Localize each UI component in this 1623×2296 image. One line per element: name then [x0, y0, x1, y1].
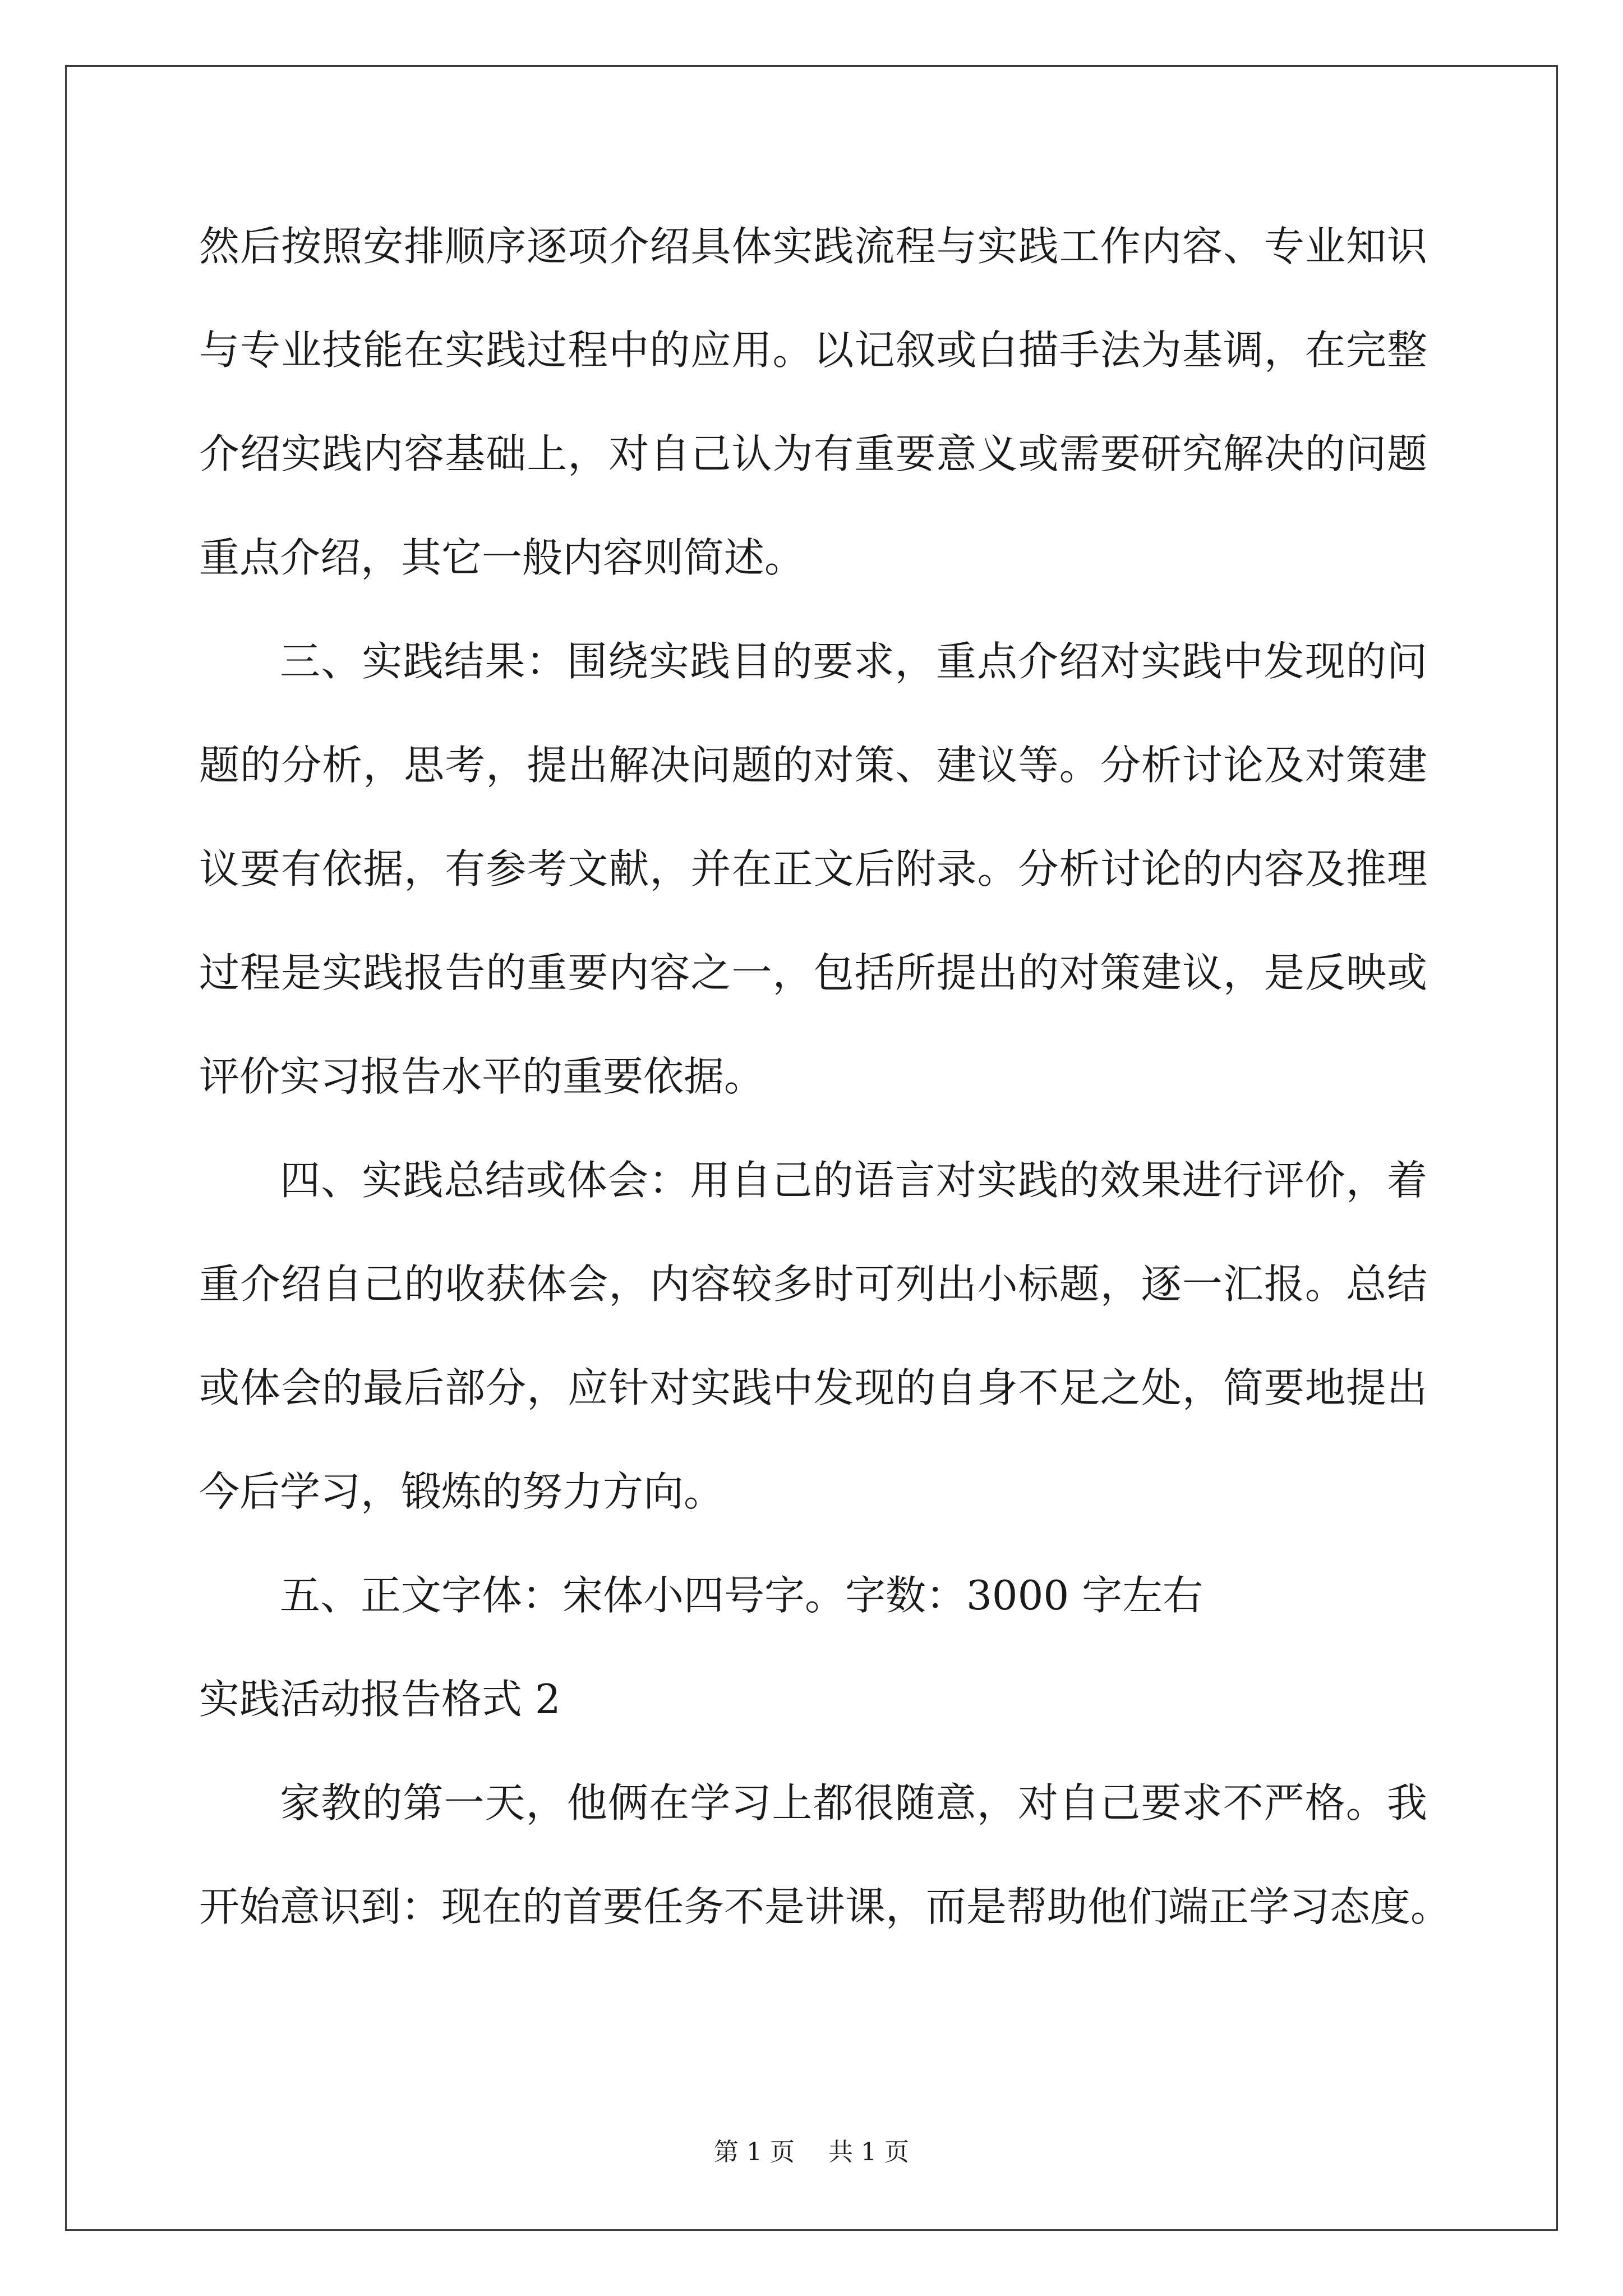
text-line: 评价实习报告水平的重要依据。 [199, 1053, 765, 1100]
text-line: 开始意识到：现在的首要任务不是讲课，而是帮助他们端正学习态度。 [199, 1883, 1451, 1930]
paragraph-heading-results: 三、实践结果：围绕实践目的要求，重点介绍对实践中发现的问 [280, 638, 1427, 685]
text-line: 然后按照安排顺序逐项介绍具体实践流程与实践工作内容、专业知识 [199, 223, 1427, 270]
text-line: 重介绍自己的收获体会，内容较多时可列出小标题，逐一汇报。总结 [199, 1260, 1427, 1308]
text-line: 与专业技能在实践过程中的应用。以记叙或白描手法为基调，在完整 [199, 326, 1427, 374]
text-line: 议要有依据，有参考文献，并在正文后附录。分析讨论的内容及推理 [199, 845, 1427, 892]
paragraph-heading-summary: 四、实践总结或体会：用自己的语言对实践的效果进行评价，着 [280, 1157, 1427, 1204]
page-footer [0, 2132, 1623, 2168]
text-line: 今后学习，锻炼的努力方向。 [199, 1468, 725, 1515]
text-line: 题的分析，思考，提出解决问题的对策、建议等。分析讨论及对策建 [199, 742, 1427, 789]
text-line: 或体会的最后部分，应针对实践中发现的自身不足之处，简要地提出 [199, 1364, 1427, 1411]
paragraph-heading-font: 五、正文字体：宋体小四号字。字数：3000 字左右 [280, 1572, 1204, 1619]
text-line: 介绍实践内容基础上，对自己认为有重要意义或需要研究解决的问题 [199, 430, 1427, 477]
text-line: 过程是实践报告的重要内容之一，包括所提出的对策建议，是反映或 [199, 949, 1427, 996]
page-number-total: 共 1 页 [828, 2138, 909, 2166]
text-line: 重点介绍，其它一般内容则简述。 [199, 534, 805, 581]
section-title: 实践活动报告格式 2 [199, 1676, 561, 1723]
page-number-current: 第 1 页 [714, 2138, 795, 2166]
text-line: 家教的第一天，他俩在学习上都很随意，对自己要求不严格。我 [280, 1779, 1427, 1826]
